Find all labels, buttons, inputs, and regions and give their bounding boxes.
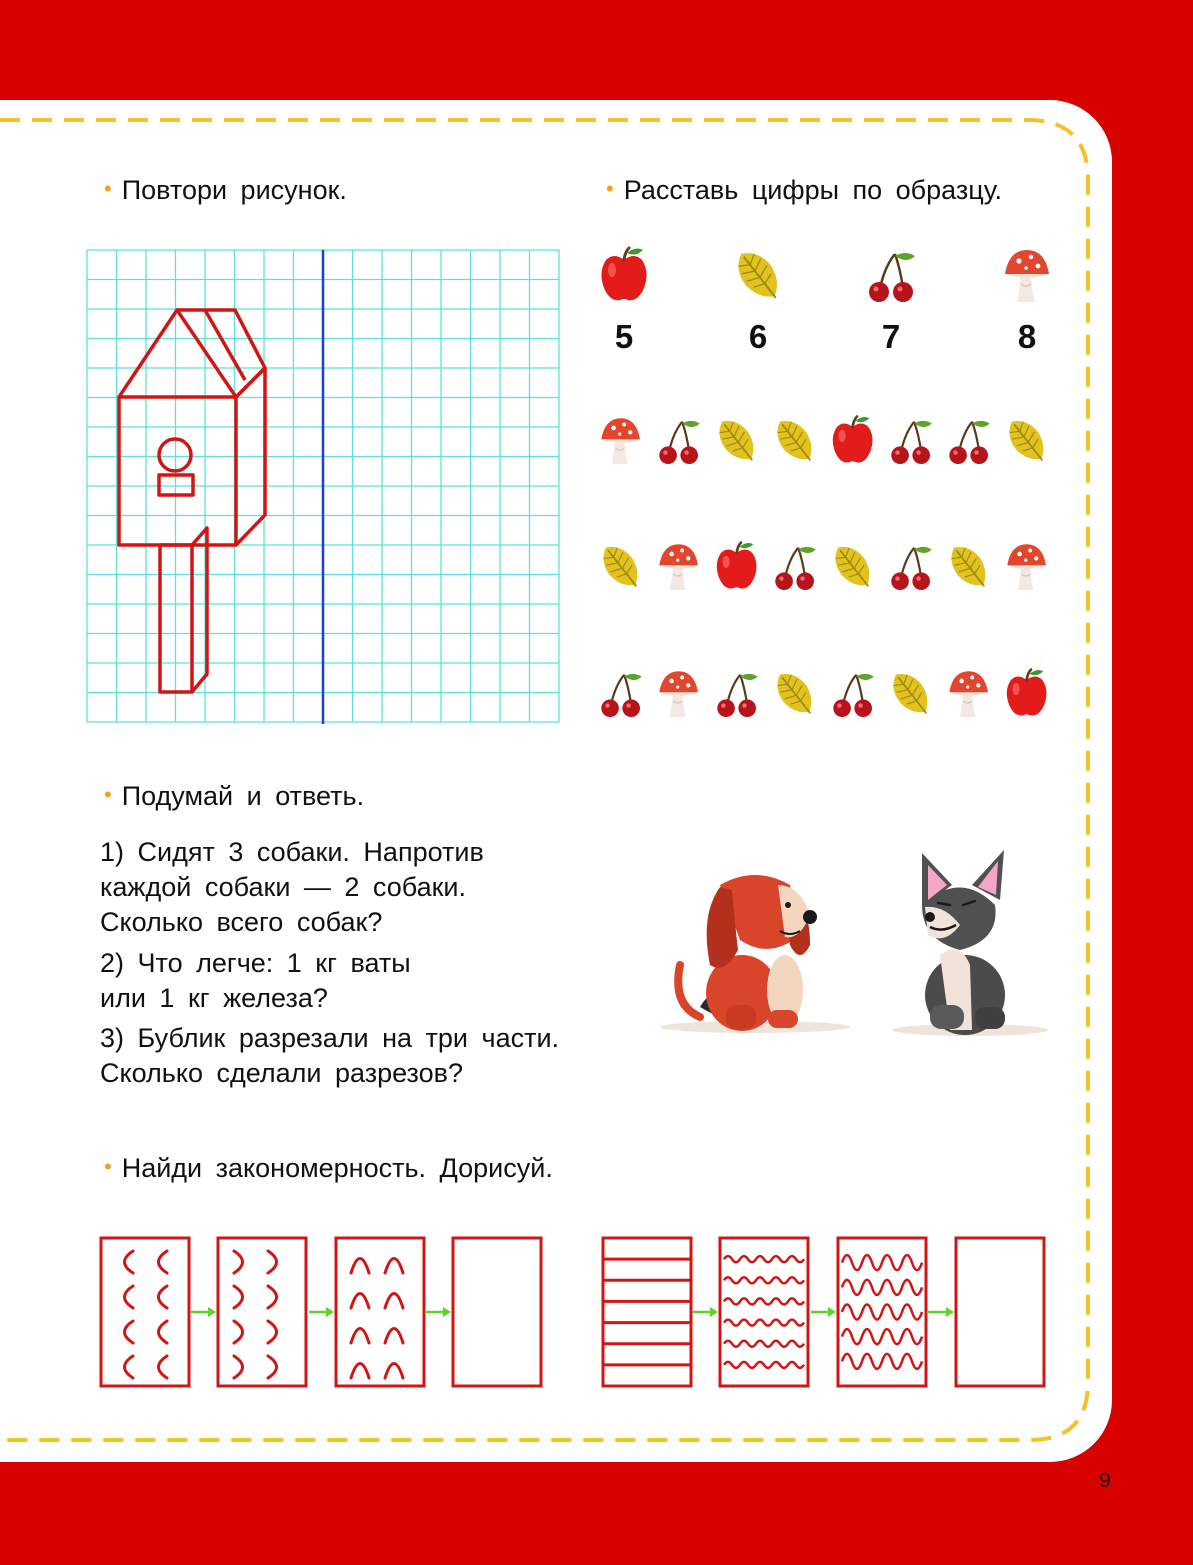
row-3-mushroom-icon bbox=[944, 666, 993, 721]
question-3-line-2: Сколько сделали разрезов? bbox=[100, 1058, 463, 1088]
row-1-leaf-icon bbox=[770, 413, 819, 468]
pattern-boxes bbox=[0, 1225, 1193, 1425]
birdhouse-drawing bbox=[119, 310, 265, 692]
legend-digit-leaf: 6 bbox=[748, 318, 768, 355]
row-2-mushroom-icon bbox=[1002, 539, 1051, 594]
row-3-apple-icon bbox=[1002, 666, 1051, 721]
task-think-answer: • Подумай и ответь. bbox=[104, 781, 365, 811]
row-3-leaf-icon bbox=[886, 666, 935, 721]
arrow-right-icon bbox=[191, 1307, 216, 1317]
legend-cherry-icon bbox=[863, 244, 919, 306]
pattern-box-1 bbox=[101, 1238, 189, 1386]
row-2-leaf-icon bbox=[828, 539, 877, 594]
arrow-right-icon bbox=[928, 1307, 954, 1317]
pattern-box-4 bbox=[453, 1238, 541, 1386]
pattern-box-7 bbox=[838, 1238, 926, 1386]
legend-leaf-icon bbox=[730, 244, 786, 306]
row-2-mushroom-icon bbox=[654, 539, 703, 594]
pattern-box-8 bbox=[956, 1238, 1044, 1386]
row-1-cherry-icon bbox=[886, 413, 935, 468]
pattern-box-5 bbox=[603, 1238, 691, 1386]
row-3-leaf-icon bbox=[770, 666, 819, 721]
row-2-leaf-icon bbox=[596, 539, 645, 594]
legend-digit-apple: 5 bbox=[614, 318, 634, 355]
question-2-line-1: 2) Что легче: 1 кг ваты bbox=[100, 948, 411, 978]
row-1-apple-icon bbox=[828, 413, 877, 468]
row-2-cherry-icon bbox=[770, 539, 819, 594]
task-find-pattern: • Найди закономерность. Дорисуй. bbox=[104, 1153, 553, 1183]
row-3-cherry-icon bbox=[828, 666, 877, 721]
legend-digit-mushroom: 8 bbox=[1017, 318, 1037, 355]
legend-mushroom-icon bbox=[999, 244, 1055, 306]
question-1-line-1: 1) Сидят 3 собаки. Напротив bbox=[100, 837, 484, 867]
pattern-box-6 bbox=[720, 1238, 808, 1386]
arrow-right-icon bbox=[309, 1307, 334, 1317]
legend-digit-cherry: 7 bbox=[881, 318, 901, 355]
bullet-icon: • bbox=[606, 176, 614, 201]
row-3-cherry-icon bbox=[596, 666, 645, 721]
row-2-cherry-icon bbox=[886, 539, 935, 594]
red-dog-icon bbox=[678, 875, 817, 1031]
page-number: 9 bbox=[1099, 1469, 1111, 1492]
question-1-line-3: Сколько всего собак? bbox=[100, 907, 383, 937]
pattern-box-3 bbox=[336, 1238, 424, 1386]
question-2-line-2: или 1 кг железа? bbox=[100, 983, 328, 1013]
task-copy-drawing: • Повтори рисунок. bbox=[104, 175, 347, 205]
dogs-illustration bbox=[660, 845, 1060, 1045]
bullet-icon: • bbox=[104, 1154, 112, 1179]
pattern-box-2 bbox=[218, 1238, 306, 1386]
row-1-mushroom-icon bbox=[596, 413, 645, 468]
question-1-line-2: каждой собаки — 2 собаки. bbox=[100, 872, 467, 902]
task-arrange-digits: • Расставь цифры по образцу. bbox=[606, 175, 1002, 205]
bullet-icon: • bbox=[104, 782, 112, 807]
bullet-icon: • bbox=[104, 176, 112, 201]
legend-apple-icon bbox=[596, 244, 652, 306]
row-1-leaf-icon bbox=[712, 413, 761, 468]
arrow-right-icon bbox=[811, 1307, 836, 1317]
row-1-cherry-icon bbox=[944, 413, 993, 468]
gray-dog-icon bbox=[922, 850, 1005, 1035]
arrow-right-icon bbox=[426, 1307, 451, 1317]
row-1-leaf-icon bbox=[1002, 413, 1051, 468]
question-3-line-1: 3) Бублик разрезали на три части. bbox=[100, 1023, 560, 1053]
arrow-right-icon bbox=[693, 1307, 718, 1317]
row-2-leaf-icon bbox=[944, 539, 993, 594]
drawing-grid[interactable] bbox=[87, 250, 562, 724]
row-1-cherry-icon bbox=[654, 413, 703, 468]
row-3-cherry-icon bbox=[712, 666, 761, 721]
row-2-apple-icon bbox=[712, 539, 761, 594]
row-3-mushroom-icon bbox=[654, 666, 703, 721]
